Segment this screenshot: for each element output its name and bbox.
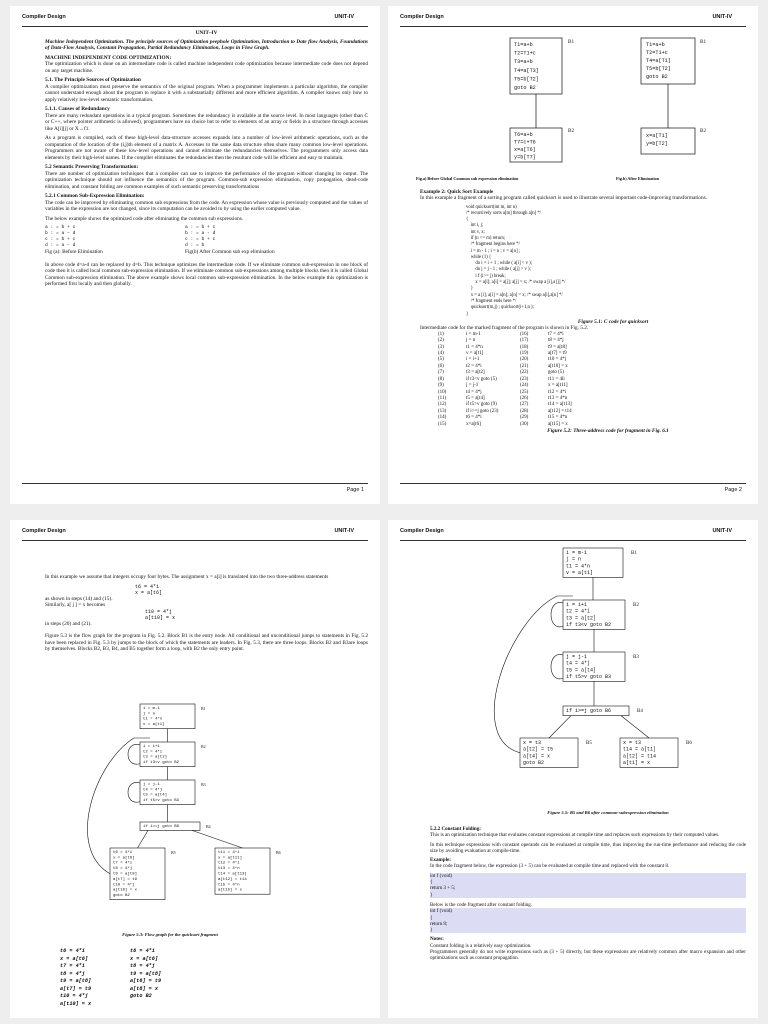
document-page-4 [388, 520, 758, 1018]
flow-block-line: t7 = 4*i [113, 861, 133, 866]
tac-cell: a[t7] = t9 [548, 351, 567, 357]
block-line: T4=a[T1] [646, 58, 671, 64]
tac-cell: (22) [520, 370, 529, 376]
quicksort-code [466, 205, 746, 318]
tac-cell: if t3<v goto (5) [466, 376, 497, 382]
tac-cell: (23) [520, 376, 529, 382]
tac-cell: (5) [438, 357, 444, 363]
document-page-1 [10, 6, 380, 504]
code-line: i = m - 1 ; i = n ; v = a[n] ; [466, 248, 521, 254]
flow-block-line: t15 = 4*n [218, 883, 240, 888]
flow-block-line: i = m-1 [566, 550, 588, 557]
statement-line: t7 = 4*i [60, 963, 85, 969]
code-line: x = a [i]; a[i] = a[n]; a[n] = x; /* swap a[i],a[n] */ [466, 292, 563, 298]
tac-cell: t10 = 4*j [548, 357, 567, 363]
flow-block-line: x = t3 [623, 740, 642, 747]
cse-example [45, 225, 368, 256]
flow-block-line: a[t7] = t9 [113, 877, 138, 882]
code-line: } [466, 286, 473, 292]
statement-line: x = a[t6] [130, 955, 159, 962]
paragraph: Figure 5.3 is the flow graph for the program in Fig. 5.2. Block B1 is the entry node. All conditional and unconditional jumps to statements in Fig. 5.2 have been replaced in Fig. 5.3 by jumps to the block of which the statements are leaders. In Fig. 5.3, there are three loops. Blocks B2 and B3are loops by themselves. Blocks B2, B3, B4, and B5 together form a loop, with B2 the only entry point. [45, 633, 368, 652]
flow-block-line: t2 = 4*i [143, 750, 163, 755]
tac-cell: (17) [520, 338, 529, 344]
tac-cell: i = m-1 [466, 331, 481, 337]
flow-block-label: B3 [201, 782, 206, 787]
statement-line: t8 = 4*j [60, 970, 85, 977]
header-unit: UNIT-IV [334, 14, 354, 20]
flow-block-line: t5 = a[t4] [566, 667, 597, 674]
page-header [22, 14, 368, 27]
tac-cell: (20) [520, 357, 529, 363]
paragraph: The code can be improved by eliminating common sub expressions from the code. An expression whose value is previously computed and the values of variables in the expression are not changed, since its computation can be avoided to by using the earlier computed value. [45, 199, 368, 212]
flow-block-line: v = a[t1] [143, 723, 165, 728]
unit-title: UNIT–IV [195, 30, 218, 36]
flow-block-line: a[t2] = t5 [523, 746, 554, 753]
flow-graph-5-3 [10, 698, 380, 938]
flow-block-line: t10 = 4*j [113, 883, 135, 888]
tac-cell: t11 = 4li [548, 376, 565, 382]
code-line: while (1) { [466, 254, 492, 260]
tac-cell: t1 = 4*n [466, 344, 483, 350]
tac-cell: (2) [438, 338, 444, 344]
block-line: x=a[T1] [646, 133, 668, 139]
header-course: Compiler Design [22, 14, 66, 20]
statement-line: t6 = 4*i [130, 948, 155, 954]
tac-cell: (25) [520, 389, 529, 395]
page-number: Page 1 [346, 487, 364, 493]
paragraph: In the code fragment below, the expression (3 + 5) can be evaluated at compile time and replaced with the constant 8. [430, 863, 670, 870]
tac-cell: x = a[t11] [548, 383, 568, 389]
block-line: T5=b[T2] [514, 76, 539, 83]
paragraph: The optimization which is done on an intermediate code is called machine independent code optimization because intermediate code does not depend on any target machine. [45, 61, 368, 74]
block-line: T3=a+b [514, 59, 533, 66]
paragraph: Below is the code fragment after constant folding. [430, 901, 533, 908]
flow-block-label: B1 [201, 706, 206, 711]
code-line: void quicksort(int m, int n) [466, 204, 517, 210]
header-course: Compiler Design [22, 528, 66, 534]
flow-block-line: i = i+1 [566, 602, 588, 609]
flow-block-line: t3 = a[t2] [143, 755, 168, 760]
flow-block-label: B4 [206, 824, 211, 829]
flow-block-line: if t3<v goto B2 [566, 621, 612, 628]
header-unit: UNIT-IV [712, 528, 732, 534]
tac-cell: (29) [520, 415, 529, 421]
header-course: Compiler Design [400, 528, 444, 534]
figure-caption-5-3: Figure 5.3: Flow graph for the quicksort fragment [122, 932, 218, 937]
tac-cell: t8 = 4*j [548, 338, 564, 344]
paragraph: In this technique expressions with constant operands can be evaluated at compile time, thus improving the run-time performance and reducing the code size by avoiding evaluation at compile-time. [430, 841, 746, 854]
flow-block-line: t14 = a[t1] [623, 746, 657, 753]
tac-cell: t7 = 4*i [548, 331, 564, 337]
three-address-code-table [438, 332, 746, 428]
tac-cell: v = a[t1] [466, 351, 484, 357]
flow-block-line: t1 = 4*n [566, 563, 591, 570]
flow-loop-edge [551, 602, 563, 626]
unit-intro: Machine Independent Optimization. The principle sources of Optimization peephole Optimization, Introduction to Date flow Analysis, Foundations of Data-Flow Analysis, Constant Propagation, Partial Redundancy Elimination, Loops in Flow Graph. [45, 38, 368, 51]
tac-intro: Intermediate code for the marked fragment of the program is shown in Fig. 5.2. [420, 325, 589, 332]
figure-caption-b: Fig(b) After Common sub exp elimination [185, 249, 275, 255]
flow-block-line: t2 = 4*i [566, 608, 591, 615]
heading-5-2-1: 5.2.1 Common Sub-Expression Elimination: [45, 193, 145, 199]
flow-edge [138, 830, 149, 848]
code-line: } [466, 311, 469, 317]
example-title: Example 2: Quick Sort Example [420, 188, 494, 195]
block-line: T4=a[T3] [514, 67, 539, 74]
block-line: goto B2 [646, 74, 668, 80]
flow-block-line: a[t4] = x [523, 753, 551, 760]
statement-line: t10 = 4*j [60, 993, 89, 999]
tac-cell: a[t10] = x [548, 363, 568, 369]
document-page-3 [10, 520, 380, 1018]
heading-5-2-2: 5.2.2 Constant Folding: [430, 826, 481, 832]
tac-cell: (15) [438, 421, 447, 427]
code-line: a : = b + c [45, 225, 76, 230]
code-line: /* recursively sorts a[m] through a[n] */ [466, 210, 541, 216]
flow-block-line: x = a[t11] [218, 856, 243, 861]
block-line: T2=T1+c [514, 50, 536, 57]
tac-cell: (3) [438, 344, 444, 350]
flow-block-label: B4 [637, 709, 643, 714]
figure-caption-b: Fig.b) After Elimination [616, 176, 660, 181]
code-line: c : = b + c [185, 237, 216, 242]
code-line: /* fragment ends here */ [466, 298, 517, 304]
flow-block-line: a[t12] = t14 [218, 877, 247, 882]
page-header [400, 528, 746, 541]
flow-block-line: t3 = a[t2] [566, 615, 597, 622]
flow-block-line: if t5>v goto B3 [566, 673, 612, 680]
tac-cell: (30) [520, 421, 529, 427]
code-line: return 3 + 5; [430, 885, 456, 892]
tac-cell: (24) [520, 383, 529, 389]
code-line: { [430, 914, 433, 921]
heading-5-1: 5.1. The Principle Sources of Optimization [45, 77, 141, 83]
flow-block-line: t4 = 4*j [143, 788, 163, 793]
flow-block-line: t11 = 4*i [218, 850, 240, 855]
tac-cell: j = n [466, 338, 476, 344]
code-after-folding [430, 908, 746, 933]
statements-before [60, 948, 130, 1008]
heading-machine-independent: MACHINE INDEPENDENT CODE OPTIMIZATION: [45, 54, 172, 61]
paragraph: This is an optimization technique that evaluates constant expressions at compile time and replaces such expressions by their computed values. [430, 832, 720, 839]
flow-block-line: j = j-1 [143, 782, 160, 787]
tac-cell: a[t15] = x [548, 421, 568, 427]
statement-line: t8 = 4*j [130, 963, 155, 969]
tac-cell: (28) [520, 408, 529, 414]
paragraph: Similarly, a[ j ] = x becomes [45, 602, 106, 608]
tac-cell: (21) [520, 363, 529, 369]
note-item: Constant folding is a relatively easy optimization. [430, 942, 532, 949]
code-before-folding [430, 873, 746, 898]
tac-cell: t2 = 4*i [466, 363, 482, 369]
flow-block-line: if t5>v goto B3 [143, 799, 180, 804]
tac-cell: (1) [438, 331, 444, 337]
flow-block-label: B6 [276, 850, 281, 855]
code-line: d : = b [185, 243, 205, 248]
tac-cell: t15 = 4*n [548, 415, 568, 421]
paragraph: In above code d=a-d can be replaced by d=b. This technique optimizes the intermediate code. If we eliminate common sub-expression in one block of code then it is called local common sub-expression elimination. If we eliminate common sub-expressions among multiple blocks then it is called Global Common sub-expression elimination. The above example shows local common sub-expression elimination. In the below example this optimization is performed first locally and then globally. [45, 261, 368, 287]
flow-block-line: a[t15] = x [218, 888, 243, 893]
paragraph: as shown in steps (14) and (15). [45, 595, 113, 602]
tac-cell: t14 = a[t13] [548, 402, 572, 408]
tac-cell: (6) [438, 363, 444, 369]
statement-line: x = a[t6] [60, 955, 89, 962]
statement-line: a[t7] = t9 [60, 985, 92, 992]
flow-back-edge [494, 596, 573, 753]
flow-block-line: goto B2 [523, 759, 545, 766]
tac-cell: if t5>v goto (9) [466, 402, 497, 408]
flow-block-line: t6 = 4*i [113, 850, 133, 855]
block-line: T2=T1+c [646, 50, 668, 56]
flow-block-line: a[t1] = x [623, 759, 651, 766]
document-page-2 [388, 6, 758, 504]
code-line: { [466, 217, 469, 223]
flow-edge [621, 716, 649, 738]
statement-line: goto B2 [130, 993, 152, 999]
page-footer [400, 483, 746, 494]
flow-block-line: t12 = 4*i [218, 861, 240, 866]
tac-cell: (19) [520, 351, 529, 357]
figure-caption-5-2: Figure 5.2: Three-address code for fragment in Fig. 6.1 [547, 427, 669, 434]
code-line: do i = i + 1 ; while ( a[i] < v ); [466, 261, 532, 267]
flow-block-line: j = n [143, 712, 156, 717]
block-line: x=a[T6] [514, 147, 536, 153]
code-line: /* fragment begins here */ [466, 242, 520, 248]
flow-loop-edge [128, 744, 140, 764]
code-line: do j = j - 1 ; while ( a[j] > v ); [466, 267, 531, 273]
figure-captions [416, 176, 746, 183]
block-line: T7=c+T6 [514, 139, 536, 146]
figure-caption-5-5: Figure 5.5: B5 and B6 after common-subexpression elimination [547, 810, 669, 815]
code-line: t6 = 4*i [135, 583, 160, 590]
flow-block-label: B2 [633, 603, 639, 608]
code-line: a : = b + c [185, 225, 216, 230]
paragraph: The below example shows the optimized code after eliminating the common sub expressions. [45, 215, 244, 222]
example-label: Example: [430, 857, 451, 864]
flow-edge [192, 830, 243, 848]
figure-caption-a: Fig.a) Before Global Common sub expression elimination [416, 176, 519, 181]
flow-block-line: t1 = 4*n [143, 717, 163, 722]
page-3-body [45, 574, 368, 656]
flow-edge [549, 716, 571, 738]
page-footer [22, 483, 368, 494]
tac-cell: t4 = 4*j [466, 389, 482, 395]
tac-cell: (12) [438, 402, 447, 408]
tac-cell: (8) [438, 376, 444, 382]
tac-cell: (4) [438, 351, 444, 357]
block-line: goto B2 [514, 85, 536, 91]
tac-cell: t13 = 4*n [548, 395, 568, 401]
block-label: B1 [568, 39, 575, 45]
code-line: b : = a - d [185, 231, 216, 236]
page-number: Page 2 [724, 487, 742, 493]
code-after [185, 225, 325, 249]
page-4-body [430, 826, 746, 965]
paragraph: As a program is compiled, each of these high-level data-structure accesses expands into a number of low-level arithmetic operations, such as the computation of the location of the (i,j)th element of a matrix A. Accesses to the same data structure often share many common low-level operations. Programmers are not aware of these low-level operations and cannot eliminate the redundancies themselves. The programmers only access data elements by their high-level names. If the compiler eliminates the redundancies then the resultant code will be efficient and easy to maintain. [45, 135, 368, 161]
flow-block-line: a[t2] = t14 [623, 753, 657, 760]
flow-block-line: t8 = 4*j [113, 867, 133, 872]
statements-after [130, 948, 200, 1008]
tac-cell: t9 = a[t8] [548, 344, 567, 350]
note-item: Programmers generally do not write expressions such as (3 + 5) directly, but these expressions are relatively common after macro expansion and other optimizations such as constant propagation. [430, 949, 746, 962]
code-before [45, 225, 185, 249]
tac-cell: (27) [520, 402, 529, 408]
flow-block-line: x = t3 [523, 740, 542, 747]
flow-block-line: t13 = 4*n [218, 867, 240, 872]
tac-cell: (10) [438, 389, 447, 395]
flow-block-label: B2 [201, 744, 206, 749]
code-line: a[t10] = x [145, 614, 176, 621]
statement-line: a[t6] = t9 [130, 978, 162, 984]
flow-block-label: B5 [171, 850, 176, 855]
statement-line: t9 = a[t8] [130, 970, 162, 977]
code-line: i f (i>= j) break; [466, 273, 506, 279]
code-line: } [430, 891, 433, 898]
paragraph: In this example a fragment of a sorting program called quicksort is used to illustrate several important code-improving transformations. [420, 195, 707, 201]
flow-block-line: if i>=j goto B6 [143, 824, 180, 829]
figure-caption-5-1: Figure 5.1: C code for quicksort [577, 318, 649, 325]
tac-cell: goto (5) [548, 370, 564, 376]
paragraph: in steps (20) and (21). [45, 620, 92, 627]
flow-block-line: goto B2 [113, 894, 130, 899]
code-line: b : = a – d [45, 231, 76, 236]
paragraph: A compiler optimization must preserve the semantics of the original program. When a programmer implements a particular algorithm, the compiler cannot understand enough about the program to replace it with a substantially different and more efficient algorithm. A compiler knows only how to apply relatively low-level semantic transformation. [45, 83, 368, 103]
flow-block-line: j = j-1 [566, 654, 588, 661]
flow-block-label: B1 [631, 551, 637, 556]
statement-line: t6 = 4*i [60, 948, 85, 954]
heading-5-1-1: 5.1.1. Causes of Redundancy [45, 106, 110, 112]
code-line: quicksort(m,j) ; quicksort(i+1,n ); [466, 305, 534, 311]
paragraph: In this example we assume that integers occupy four bytes. The assignment x = a[i] is translated into the two three-address statements [45, 574, 329, 580]
tac-cell: a[t12] = t14 [548, 408, 572, 414]
code-line: x = a[i]; a[i] = a[j]; a[j] = x; /* swap a [i],a [j] */ [466, 280, 566, 286]
block-line: T5=b[T2] [646, 66, 671, 72]
flow-block-line: t4 = 4*j [566, 660, 591, 667]
page-header [22, 528, 368, 541]
header-course: Compiler Design [400, 14, 444, 20]
page-header [400, 14, 746, 27]
flow-block-line: j = n [566, 556, 582, 563]
heading-5-2: 5.2 Semantic Preserving Transformation: [45, 164, 139, 170]
flow-block-label: B3 [633, 655, 639, 660]
code-line: } [430, 927, 433, 934]
global-cse-diagram [388, 28, 758, 178]
page-1-body [45, 30, 368, 291]
header-unit: UNIT-IV [334, 528, 354, 534]
tac-cell: j = j-1 [466, 383, 479, 389]
tac-cell: (11) [438, 395, 447, 401]
code-line: int f (void) [430, 872, 453, 879]
statement-line: a[t10] = x [60, 1000, 92, 1007]
statement-line: a[t8] = x [130, 985, 159, 992]
flow-block-line: t5 = a[t4] [143, 793, 168, 798]
flow-block-line: v = a[t1] [566, 569, 594, 576]
block-line: T1=a+b [646, 42, 665, 48]
flow-block-line: x = a[t6] [113, 856, 135, 861]
flow-block-line: i = m-1 [143, 706, 160, 711]
code-line: c : = b + c [45, 237, 76, 242]
statement-line: t9 = a[t8] [60, 978, 92, 984]
tac-cell: (18) [520, 344, 529, 350]
tac-cell: (7) [438, 370, 444, 376]
flow-block-line: a[t10] = x [113, 888, 138, 893]
code-line: if (n <= m) return; [466, 235, 506, 241]
tac-cell: x=a[t6] [466, 421, 481, 427]
flow-block-label: B6 [686, 741, 692, 746]
block-label: B2 [700, 128, 707, 134]
tac-cell: t5 = a[t4] [466, 395, 485, 401]
figure-caption-a: Fig (a): Before Elimination [45, 249, 103, 255]
block-label: B1 [700, 39, 707, 45]
block-label: B2 [568, 128, 575, 134]
flow-block-line: t9 = a[t8] [113, 872, 138, 877]
flow-loop-edge [551, 654, 563, 678]
header-unit: UNIT-IV [712, 14, 732, 20]
block-line: T6=a+b [514, 132, 533, 138]
code-line: int i, j; [466, 223, 484, 229]
code-line: int v, x; [466, 229, 485, 235]
flow-block-line: if i>=j goto B6 [566, 708, 612, 715]
code-line: { [430, 879, 433, 886]
tac-cell: (9) [438, 383, 444, 389]
block-line: y=b[T7] [514, 154, 536, 161]
tac-cell: t6 = 4*i [466, 415, 482, 421]
statements-1 [135, 584, 368, 596]
page-2-body [416, 176, 746, 434]
flow-block-line: t14 = a[t13] [218, 872, 247, 877]
statements-2 [145, 609, 368, 621]
tac-cell: if i>=j goto (23) [466, 408, 499, 414]
flow-graph-5-5 [388, 542, 758, 820]
flow-block-line: if t3<v goto B2 [143, 761, 180, 766]
paragraph: There are many redundant operations in a typical program. Sometimes the redundancy is available at the source level. In most languages (other than C or C++, where pointer arithmetic is allowed), programmers have no choice but to refer to elements of an array or fields in a structure through accesses like A[i][j] or X→f1. [45, 112, 368, 132]
code-line: x = a[t6] [135, 589, 163, 596]
notes-label: Notes: [430, 936, 444, 943]
tac-cell: t12 = 4*i [548, 389, 567, 395]
flow-loop-edge [128, 782, 140, 802]
statement-comparison [60, 948, 200, 1008]
code-line: int f (void) [430, 908, 453, 915]
paragraph: There are number of optimization techniques that a compiler can use to improve the performance of the program without changing its output. The optimization technique should not influence the semantics of the program. Common-sub expression elimination, copy propagation, dead-code elimination, and constant folding are common examples of such semantic preserving transformations [45, 170, 368, 190]
code-line: return 8; [430, 920, 448, 927]
tac-cell: t3 = a[t2] [466, 370, 485, 376]
tac-cell: (26) [520, 395, 529, 401]
tac-cell: i = i+1 [466, 357, 480, 363]
tac-cell: (14) [438, 415, 447, 421]
tac-cell: (13) [438, 408, 447, 414]
flow-block-line: i = i+1 [143, 744, 160, 749]
code-line: t10 = 4*j [145, 608, 173, 615]
block-line: T1=a+b [514, 42, 533, 48]
block-line: y=b[T2] [646, 141, 668, 147]
tac-cell: (16) [520, 331, 529, 337]
flow-block-label: B5 [586, 741, 592, 746]
code-line: d : = a – d [45, 243, 76, 248]
